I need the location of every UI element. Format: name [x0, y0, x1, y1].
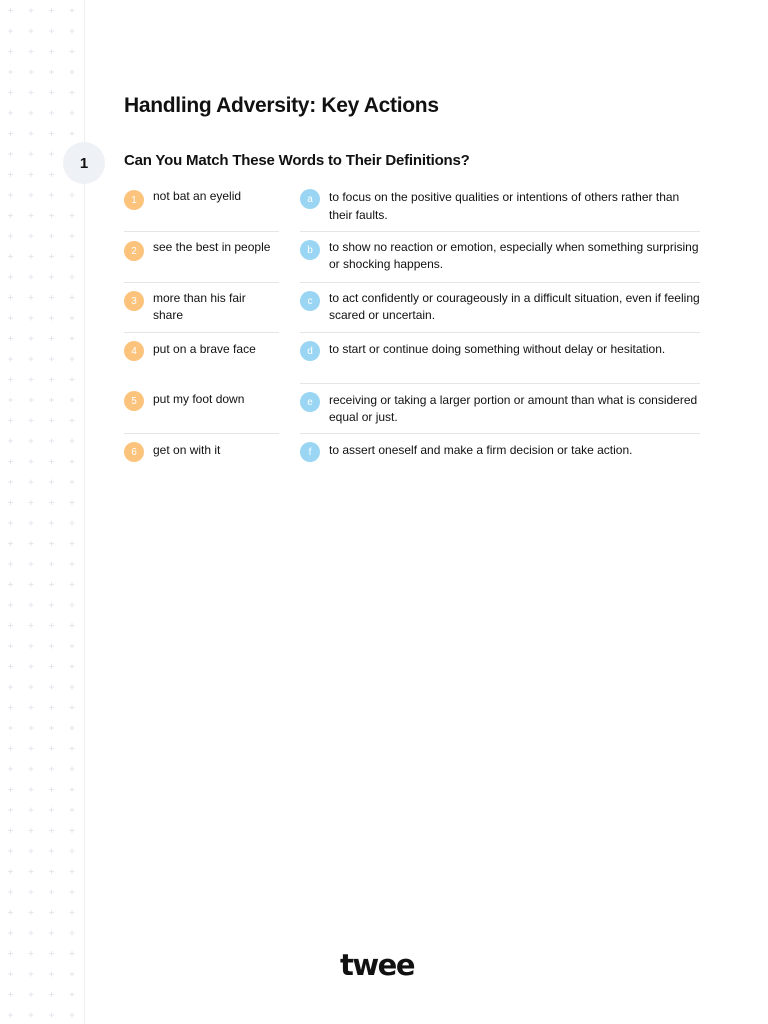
definition-letter-marker: d	[300, 341, 320, 361]
term-number-marker: 1	[124, 190, 144, 210]
definition-text: to start or continue doing something without delay or hesitation.	[329, 342, 666, 356]
match-row	[124, 231, 700, 282]
twee-logo: twee	[340, 948, 414, 982]
definition-item	[300, 231, 700, 283]
definition-letter-marker: b	[300, 240, 320, 260]
definition-item	[300, 332, 700, 384]
match-row	[124, 383, 700, 434]
term-number-marker: 2	[124, 241, 144, 261]
term-item	[124, 181, 279, 232]
term-item	[124, 332, 279, 384]
definition-letter-marker: a	[300, 189, 320, 209]
term-text: put my foot down	[153, 392, 245, 406]
definition-text: to assert oneself and make a firm decision or take action.	[329, 443, 633, 457]
term-text: get on with it	[153, 443, 221, 457]
definition-letter-marker: f	[300, 442, 320, 462]
definition-letter-marker: c	[300, 291, 320, 311]
definition-text: to act confidently or courageously in a difficult situation, even if feeling scared or uncertain.	[329, 291, 700, 322]
term-number-marker: 6	[124, 442, 144, 462]
term-number-marker: 5	[124, 391, 144, 411]
definition-text: receiving or taking a larger portion or amount than what is considered equal or just.	[329, 393, 698, 424]
match-row	[124, 181, 700, 232]
term-text: not bat an eyelid	[153, 189, 242, 203]
definition-item	[300, 433, 700, 485]
definition-text: to focus on the positive qualities or intentions of others rather than their faults.	[329, 190, 680, 222]
term-item	[124, 231, 279, 283]
definition-item	[300, 282, 700, 334]
term-item	[124, 433, 279, 485]
match-row	[124, 433, 700, 484]
term-number-marker: 4	[124, 341, 144, 361]
definition-item	[300, 181, 700, 232]
section-number-badge: 1	[63, 142, 105, 184]
term-item	[124, 282, 279, 334]
term-text: see the best in people	[153, 240, 271, 254]
definition-letter-marker: e	[300, 392, 320, 412]
definition-item	[300, 383, 700, 435]
term-number-marker: 3	[124, 291, 144, 311]
worksheet-title: Handling Adversity: Key Actions	[124, 94, 439, 117]
match-row	[124, 332, 700, 383]
term-text: more than his fair share	[153, 291, 246, 322]
definition-text: to show no reaction or emotion, especially when something surprising or shocking happens.	[329, 240, 699, 271]
question-heading: Can You Match These Words to Their Definitions?	[124, 152, 470, 169]
match-row	[124, 282, 700, 333]
term-text: put on a brave face	[153, 342, 256, 356]
term-item	[124, 383, 279, 434]
